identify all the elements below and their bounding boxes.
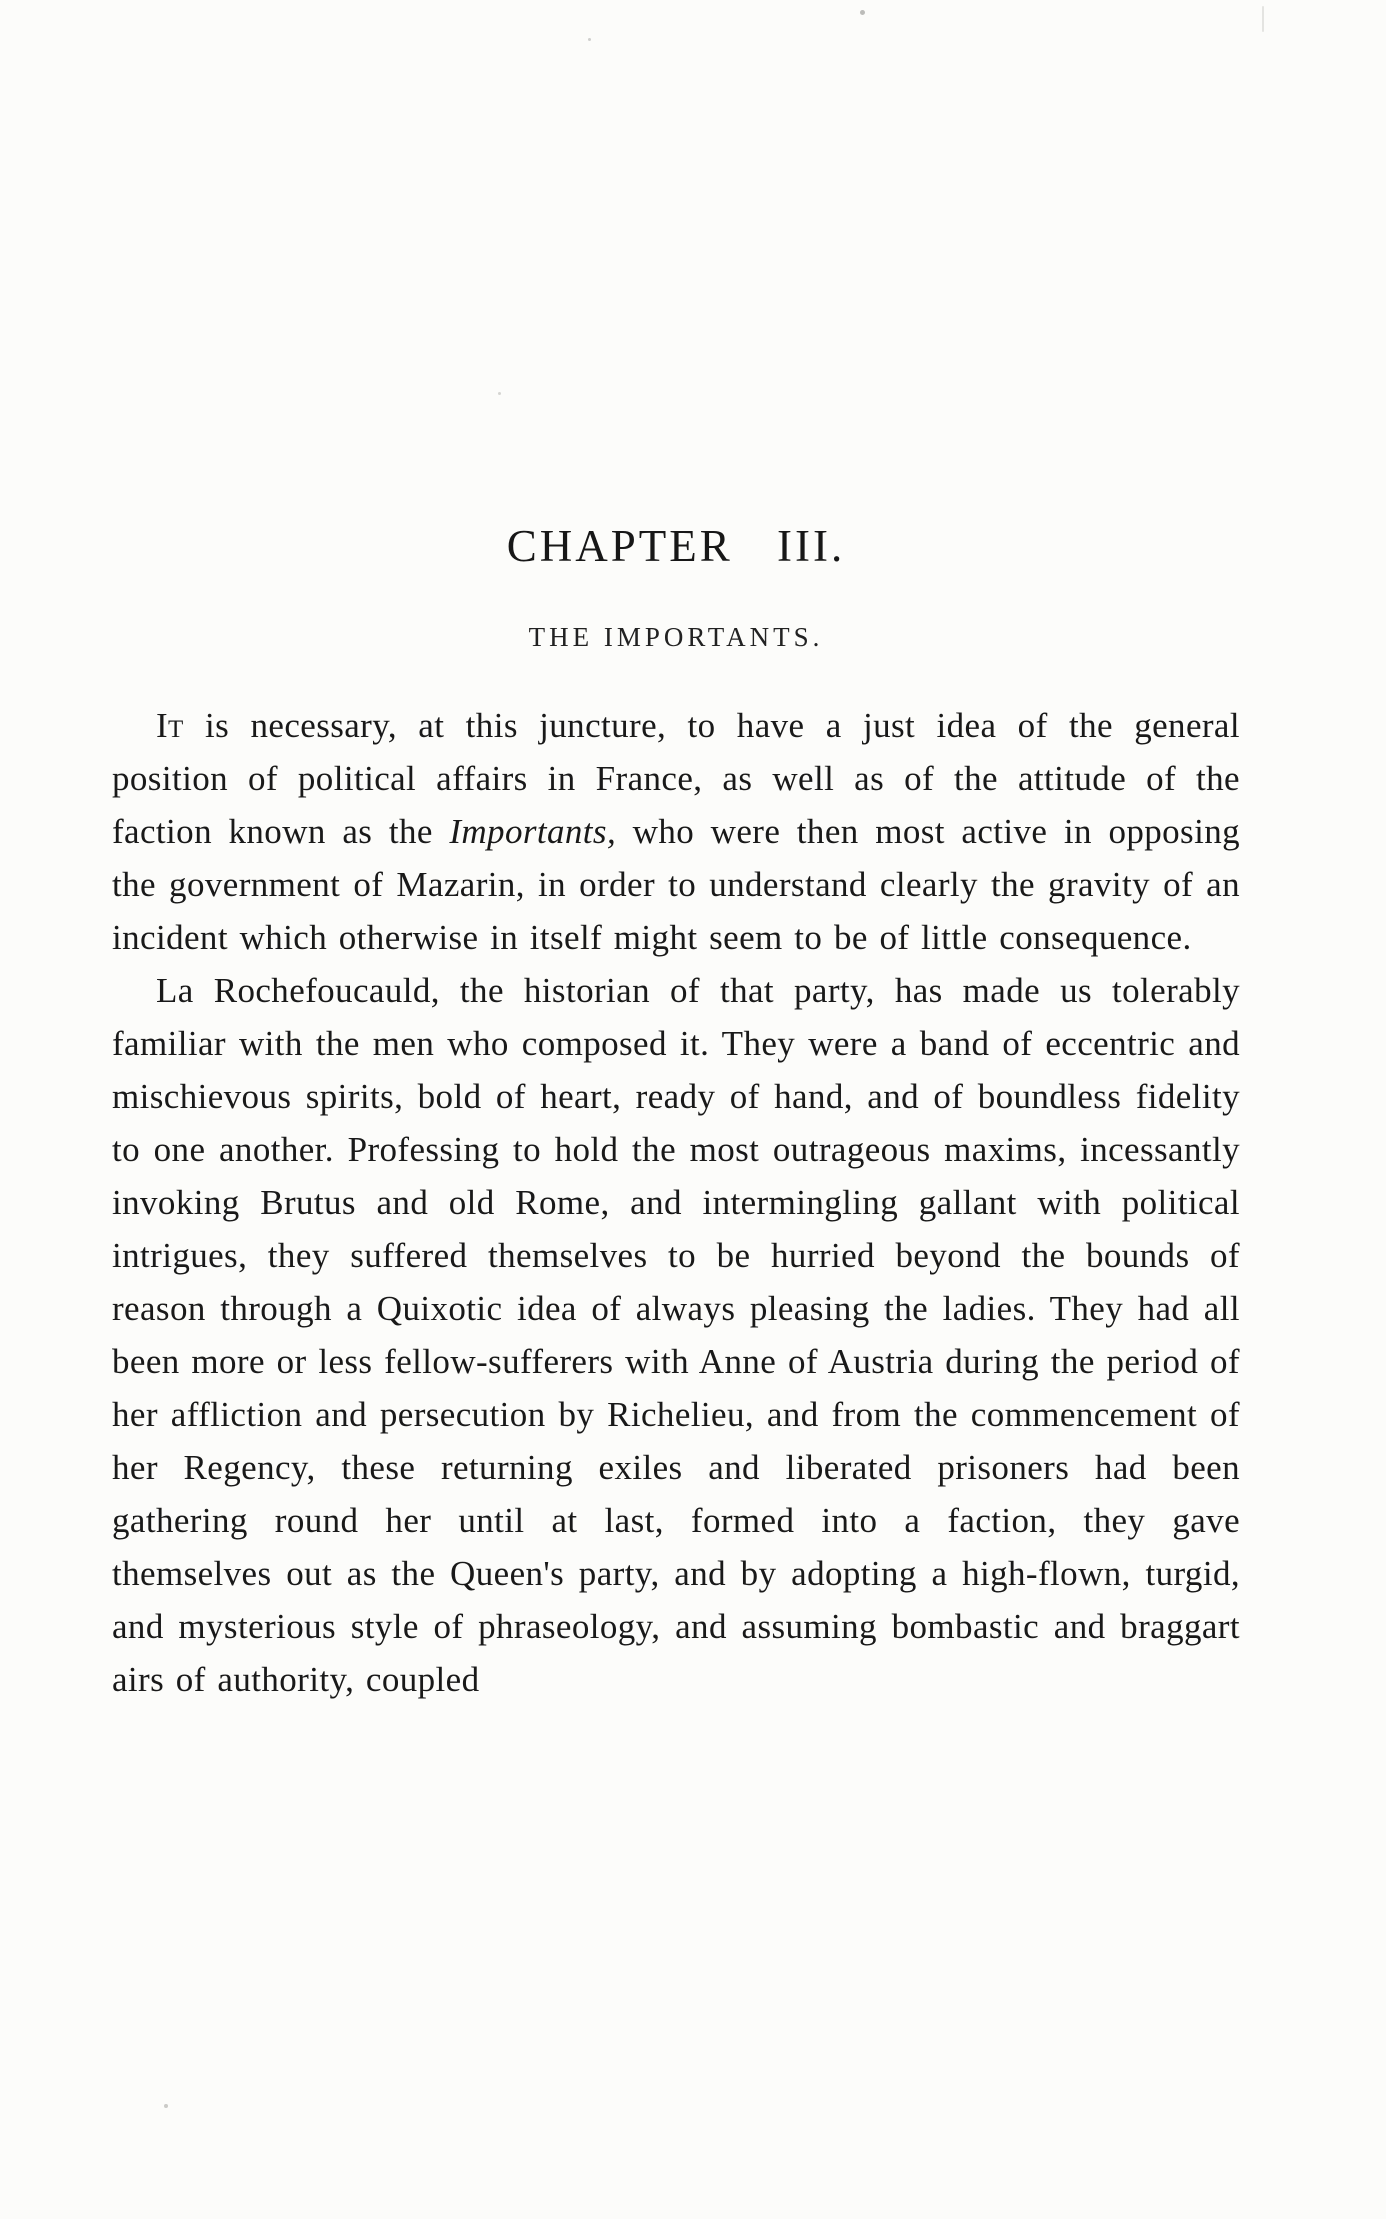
paragraph-1-text: is necessary, at this juncture, to have a just idea of the general position of political affairs in France, as well as of the attitude of the faction known as the <box>112 706 1240 851</box>
text-block <box>112 520 1240 1706</box>
scan-speck <box>860 10 865 15</box>
scan-speck <box>498 392 501 395</box>
paragraph-1 <box>112 699 1240 964</box>
scan-edge-mark <box>1262 6 1264 32</box>
italic-term: Importants, <box>449 812 617 851</box>
paragraph-1-continued: who were then most active in opposing the government of Mazarin, in order to understand clearly the gravity of an incident which otherwise in itself might seem to be of little consequence. <box>112 812 1240 957</box>
scan-speck <box>164 2104 168 2108</box>
chapter-heading: CHAPTER III. <box>506 521 846 571</box>
scan-speck <box>588 38 591 41</box>
lead-word: It <box>156 706 184 745</box>
paragraph-2: La Rochefoucauld, the historian of that party, has made us tolerably familiar with the men who composed it. They were a band of eccentric and mischievous spirits, bold of heart, ready of hand, and of boundless fidelity to one another. Professing to hold the most outrageous maxims, incessantly invoking Brutus and old Rome, and intermingling gallant with political intrigues, they suffered themselves to be hurried beyond the bounds of reason through a Quixotic idea of always pleasing the ladies. They had all been more or less fellow-sufferers with Anne of Austria during the period of her affliction and persecution by Richelieu, and from the commencement of her Regency, these returning exiles and liberated prisoners had been gathering round her until at last, formed into a faction, they gave themselves out as the Queen's party, and by adopting a high-flown, turgid, and mysterious style of phraseology, and assuming bombastic and braggart airs of authority, coupled <box>112 971 1240 1699</box>
section-title: THE IMPORTANTS. <box>528 622 824 652</box>
